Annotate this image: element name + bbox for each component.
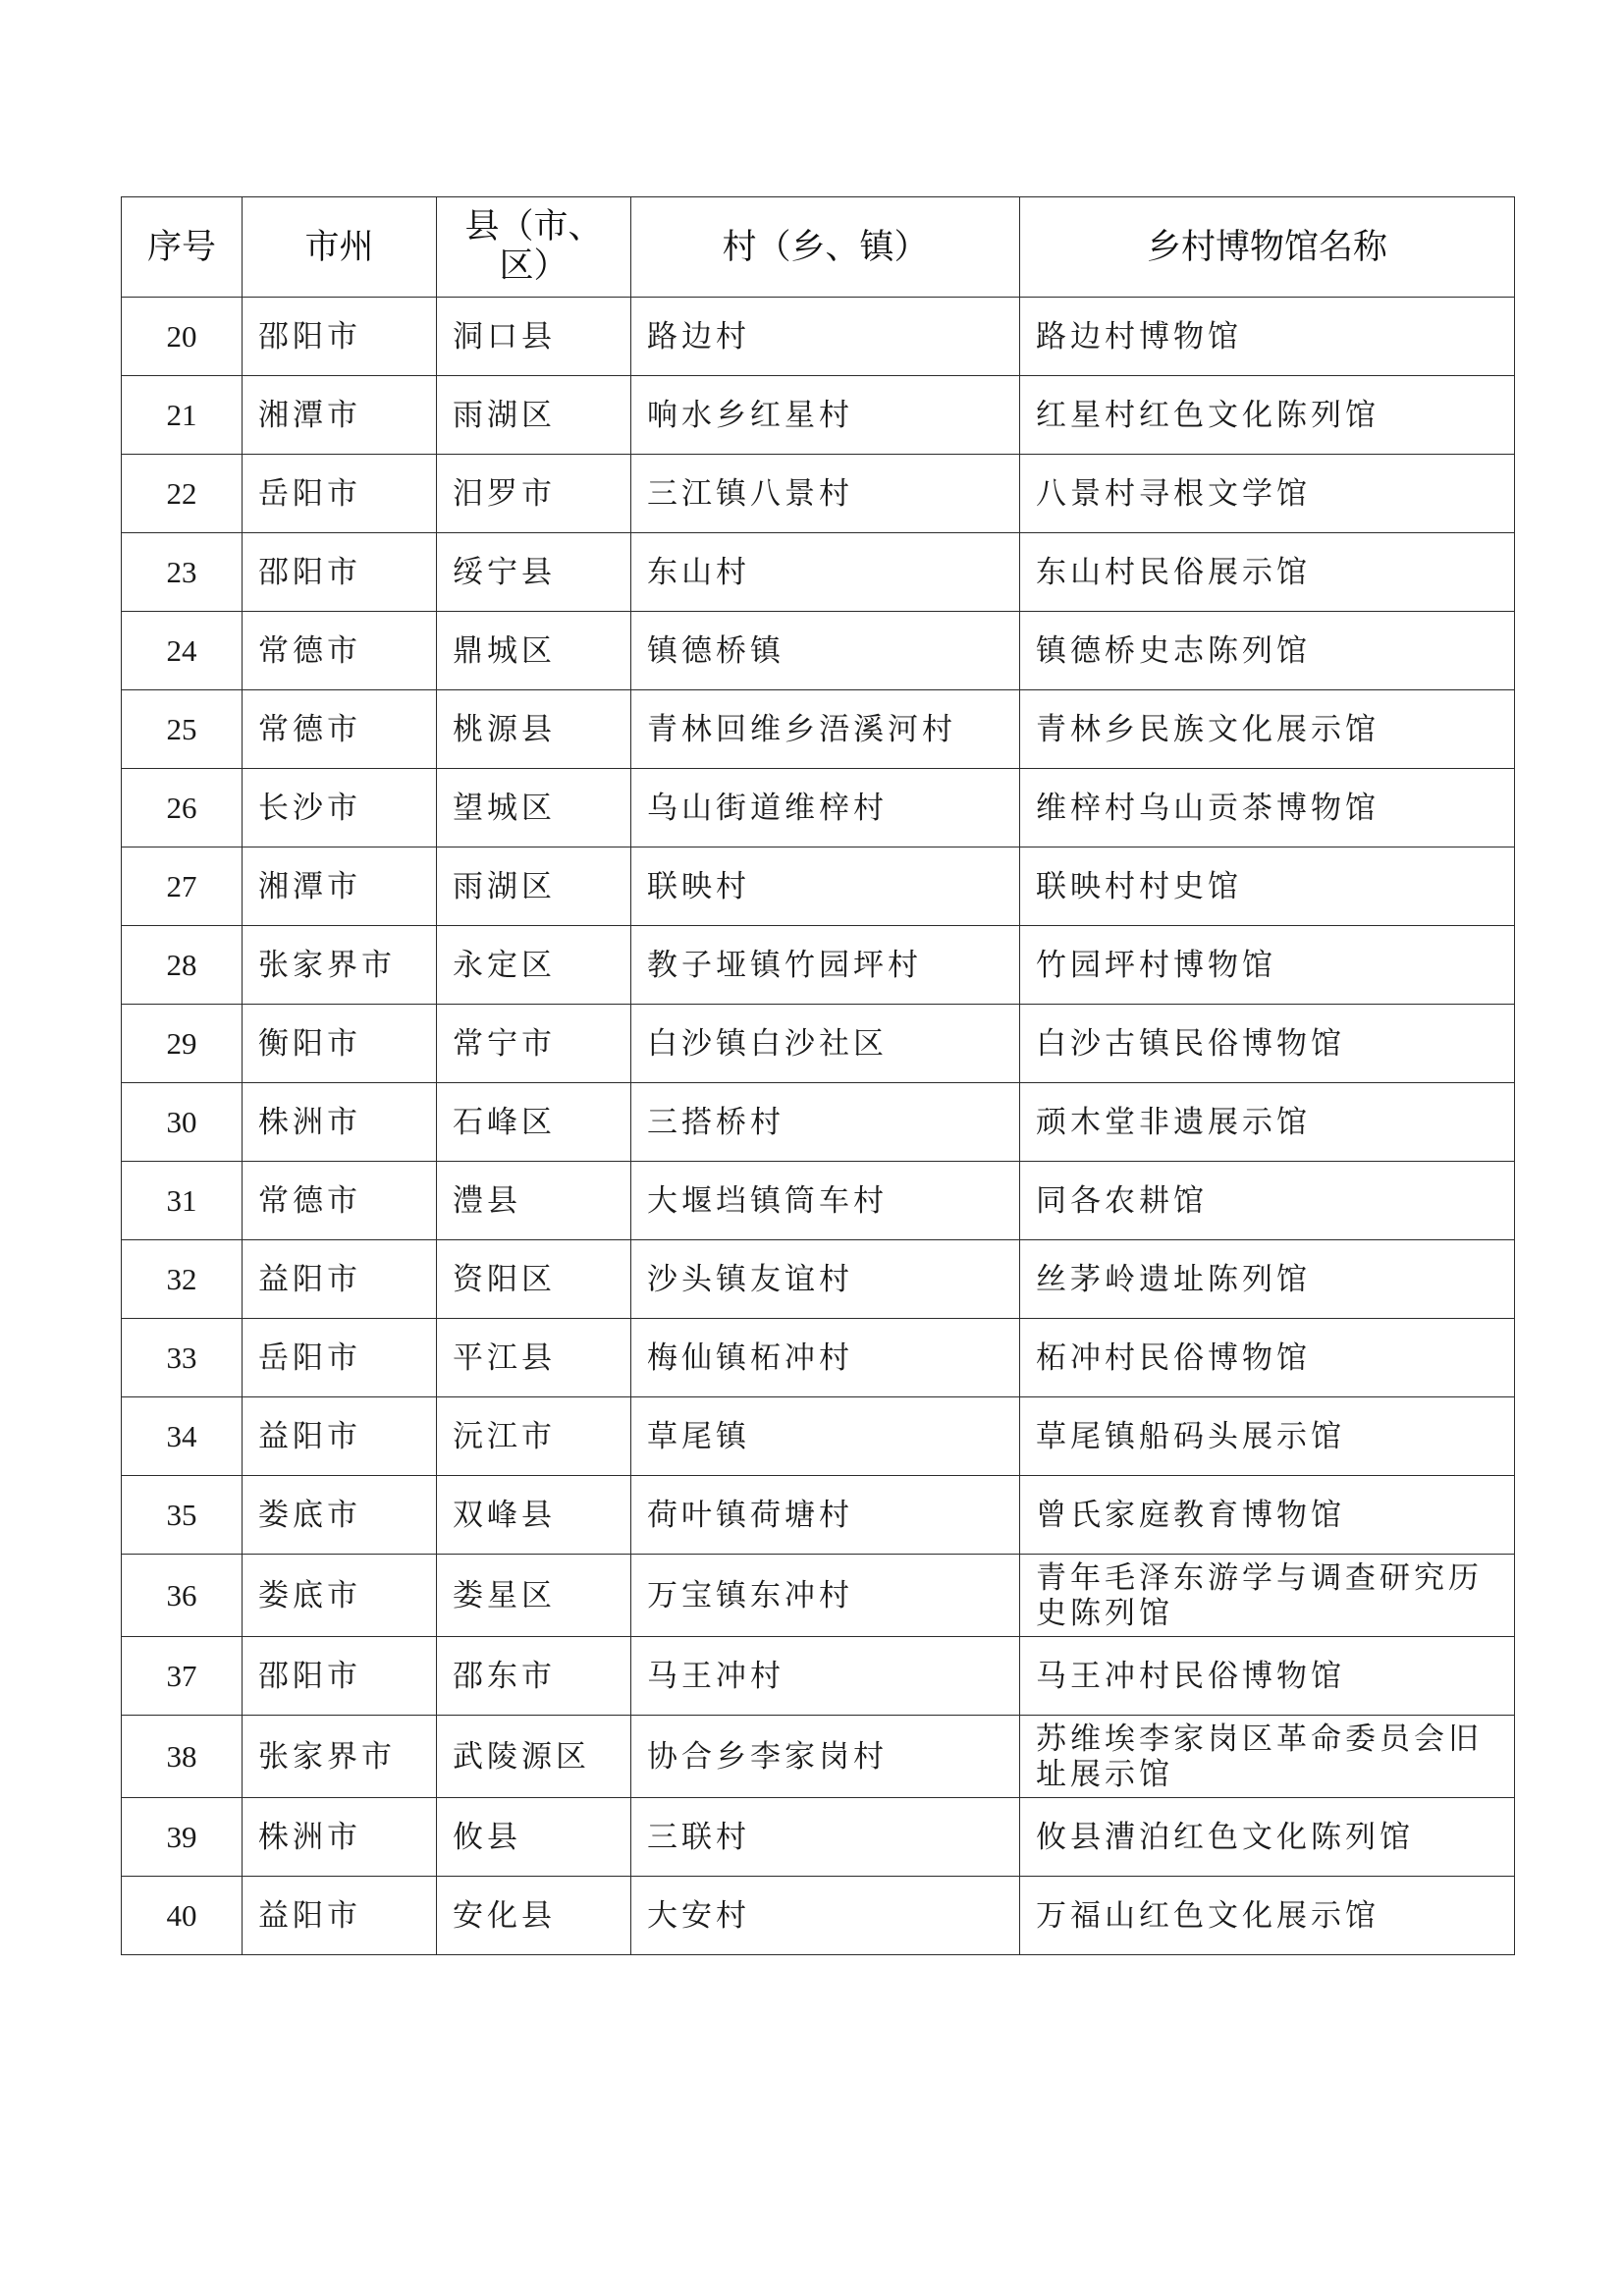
cell-city: 娄底市 — [243, 1555, 437, 1637]
cell-village: 三联村 — [631, 1798, 1020, 1877]
table-row — [122, 1555, 1515, 1637]
cell-city: 张家界市 — [243, 926, 437, 1005]
table-header-row — [122, 197, 1515, 298]
cell-city: 邵阳市 — [243, 533, 437, 612]
cell-museum-name: 顽木堂非遗展示馆 — [1020, 1083, 1515, 1162]
cell-county: 邵东市 — [437, 1637, 631, 1716]
table-body — [122, 298, 1515, 1955]
cell-county: 鼎城区 — [437, 612, 631, 690]
table-row — [122, 1716, 1515, 1798]
table-row — [122, 1476, 1515, 1555]
cell-city: 湘潭市 — [243, 376, 437, 455]
cell-city: 湘潭市 — [243, 847, 437, 926]
cell-museum-name: 同各农耕馆 — [1020, 1162, 1515, 1240]
cell-village: 马王冲村 — [631, 1637, 1020, 1716]
table-row — [122, 612, 1515, 690]
cell-city: 邵阳市 — [243, 298, 437, 376]
table-row — [122, 1319, 1515, 1397]
table-row — [122, 847, 1515, 926]
cell-museum-name: 青年毛泽东游学与调查研究历史陈列馆 — [1020, 1555, 1515, 1637]
cell-village: 荷叶镇荷塘村 — [631, 1476, 1020, 1555]
cell-museum-name: 柘冲村民俗博物馆 — [1020, 1319, 1515, 1397]
cell-serial-number: 24 — [122, 612, 243, 690]
table-row — [122, 1798, 1515, 1877]
cell-museum-name: 镇德桥史志陈列馆 — [1020, 612, 1515, 690]
cell-village: 三江镇八景村 — [631, 455, 1020, 533]
cell-serial-number: 25 — [122, 690, 243, 769]
cell-serial-number: 22 — [122, 455, 243, 533]
cell-museum-name: 维梓村乌山贡茶博物馆 — [1020, 769, 1515, 847]
cell-museum-name: 八景村寻根文学馆 — [1020, 455, 1515, 533]
cell-village: 东山村 — [631, 533, 1020, 612]
cell-village: 沙头镇友谊村 — [631, 1240, 1020, 1319]
cell-museum-name: 青林乡民族文化展示馆 — [1020, 690, 1515, 769]
cell-museum-name: 攸县漕泊红色文化陈列馆 — [1020, 1798, 1515, 1877]
cell-serial-number: 34 — [122, 1397, 243, 1476]
cell-city: 益阳市 — [243, 1397, 437, 1476]
table-row — [122, 1397, 1515, 1476]
table-row — [122, 1240, 1515, 1319]
cell-museum-name: 曾氏家庭教育博物馆 — [1020, 1476, 1515, 1555]
cell-village: 梅仙镇柘冲村 — [631, 1319, 1020, 1397]
table-row — [122, 1005, 1515, 1083]
cell-serial-number: 31 — [122, 1162, 243, 1240]
table-row — [122, 376, 1515, 455]
cell-county: 望城区 — [437, 769, 631, 847]
cell-city: 长沙市 — [243, 769, 437, 847]
cell-city: 张家界市 — [243, 1716, 437, 1798]
header-village: 村（乡、镇） — [631, 197, 1020, 298]
table-row — [122, 1083, 1515, 1162]
cell-county: 绥宁县 — [437, 533, 631, 612]
cell-city: 常德市 — [243, 690, 437, 769]
cell-serial-number: 38 — [122, 1716, 243, 1798]
cell-village: 万宝镇东冲村 — [631, 1555, 1020, 1637]
cell-museum-name: 白沙古镇民俗博物馆 — [1020, 1005, 1515, 1083]
cell-city: 株洲市 — [243, 1798, 437, 1877]
cell-city: 娄底市 — [243, 1476, 437, 1555]
header-county — [437, 197, 631, 298]
cell-county: 安化县 — [437, 1877, 631, 1955]
table-row — [122, 298, 1515, 376]
cell-county: 澧县 — [437, 1162, 631, 1240]
table-row — [122, 926, 1515, 1005]
cell-city: 常德市 — [243, 612, 437, 690]
cell-museum-name: 草尾镇船码头展示馆 — [1020, 1397, 1515, 1476]
table-row — [122, 1637, 1515, 1716]
cell-county: 汨罗市 — [437, 455, 631, 533]
cell-museum-name: 竹园坪村博物馆 — [1020, 926, 1515, 1005]
table-row — [122, 1877, 1515, 1955]
cell-village: 镇德桥镇 — [631, 612, 1020, 690]
cell-village: 三搭桥村 — [631, 1083, 1020, 1162]
cell-village: 协合乡李家岗村 — [631, 1716, 1020, 1798]
cell-county: 沅江市 — [437, 1397, 631, 1476]
cell-village: 青林回维乡浯溪河村 — [631, 690, 1020, 769]
cell-serial-number: 28 — [122, 926, 243, 1005]
cell-serial-number: 36 — [122, 1555, 243, 1637]
cell-museum-name: 路边村博物馆 — [1020, 298, 1515, 376]
header-museum-name: 乡村博物馆名称 — [1020, 197, 1515, 298]
cell-city: 衡阳市 — [243, 1005, 437, 1083]
cell-county: 石峰区 — [437, 1083, 631, 1162]
cell-serial-number: 40 — [122, 1877, 243, 1955]
cell-serial-number: 33 — [122, 1319, 243, 1397]
cell-city: 岳阳市 — [243, 1319, 437, 1397]
table-row — [122, 769, 1515, 847]
cell-serial-number: 20 — [122, 298, 243, 376]
cell-county: 洞口县 — [437, 298, 631, 376]
cell-museum-name: 万福山红色文化展示馆 — [1020, 1877, 1515, 1955]
cell-village: 联映村 — [631, 847, 1020, 926]
cell-museum-name: 马王冲村民俗博物馆 — [1020, 1637, 1515, 1716]
cell-county: 桃源县 — [437, 690, 631, 769]
cell-village: 乌山街道维梓村 — [631, 769, 1020, 847]
cell-serial-number: 21 — [122, 376, 243, 455]
cell-county: 攸县 — [437, 1798, 631, 1877]
cell-village: 大堰垱镇筒车村 — [631, 1162, 1020, 1240]
cell-county: 常宁市 — [437, 1005, 631, 1083]
cell-county: 雨湖区 — [437, 847, 631, 926]
cell-museum-name: 东山村民俗展示馆 — [1020, 533, 1515, 612]
cell-county: 双峰县 — [437, 1476, 631, 1555]
cell-village: 教子垭镇竹园坪村 — [631, 926, 1020, 1005]
cell-city: 岳阳市 — [243, 455, 437, 533]
table-row — [122, 1162, 1515, 1240]
cell-village: 路边村 — [631, 298, 1020, 376]
cell-serial-number: 30 — [122, 1083, 243, 1162]
cell-village: 白沙镇白沙社区 — [631, 1005, 1020, 1083]
cell-museum-name: 红星村红色文化陈列馆 — [1020, 376, 1515, 455]
cell-serial-number: 26 — [122, 769, 243, 847]
cell-county: 雨湖区 — [437, 376, 631, 455]
cell-county: 娄星区 — [437, 1555, 631, 1637]
cell-county: 武陵源区 — [437, 1716, 631, 1798]
cell-serial-number: 32 — [122, 1240, 243, 1319]
cell-county: 资阳区 — [437, 1240, 631, 1319]
cell-city: 益阳市 — [243, 1877, 437, 1955]
cell-county: 平江县 — [437, 1319, 631, 1397]
cell-serial-number: 39 — [122, 1798, 243, 1877]
cell-serial-number: 23 — [122, 533, 243, 612]
cell-city: 常德市 — [243, 1162, 437, 1240]
cell-city: 株洲市 — [243, 1083, 437, 1162]
cell-serial-number: 37 — [122, 1637, 243, 1716]
header-serial-number: 序号 — [122, 197, 243, 298]
table-row — [122, 455, 1515, 533]
cell-museum-name: 丝茅岭遗址陈列馆 — [1020, 1240, 1515, 1319]
cell-serial-number: 27 — [122, 847, 243, 926]
table-row — [122, 533, 1515, 612]
table-row — [122, 690, 1515, 769]
header-city: 市州 — [243, 197, 437, 298]
cell-museum-name: 苏维埃李家岗区革命委员会旧址展示馆 — [1020, 1716, 1515, 1798]
header-county-label: 县（市、区） — [464, 206, 603, 286]
cell-county: 永定区 — [437, 926, 631, 1005]
cell-village: 大安村 — [631, 1877, 1020, 1955]
cell-city: 益阳市 — [243, 1240, 437, 1319]
cell-city: 邵阳市 — [243, 1637, 437, 1716]
museum-list-table — [121, 196, 1515, 1955]
cell-serial-number: 35 — [122, 1476, 243, 1555]
cell-village: 响水乡红星村 — [631, 376, 1020, 455]
cell-village: 草尾镇 — [631, 1397, 1020, 1476]
cell-serial-number: 29 — [122, 1005, 243, 1083]
cell-museum-name: 联映村村史馆 — [1020, 847, 1515, 926]
